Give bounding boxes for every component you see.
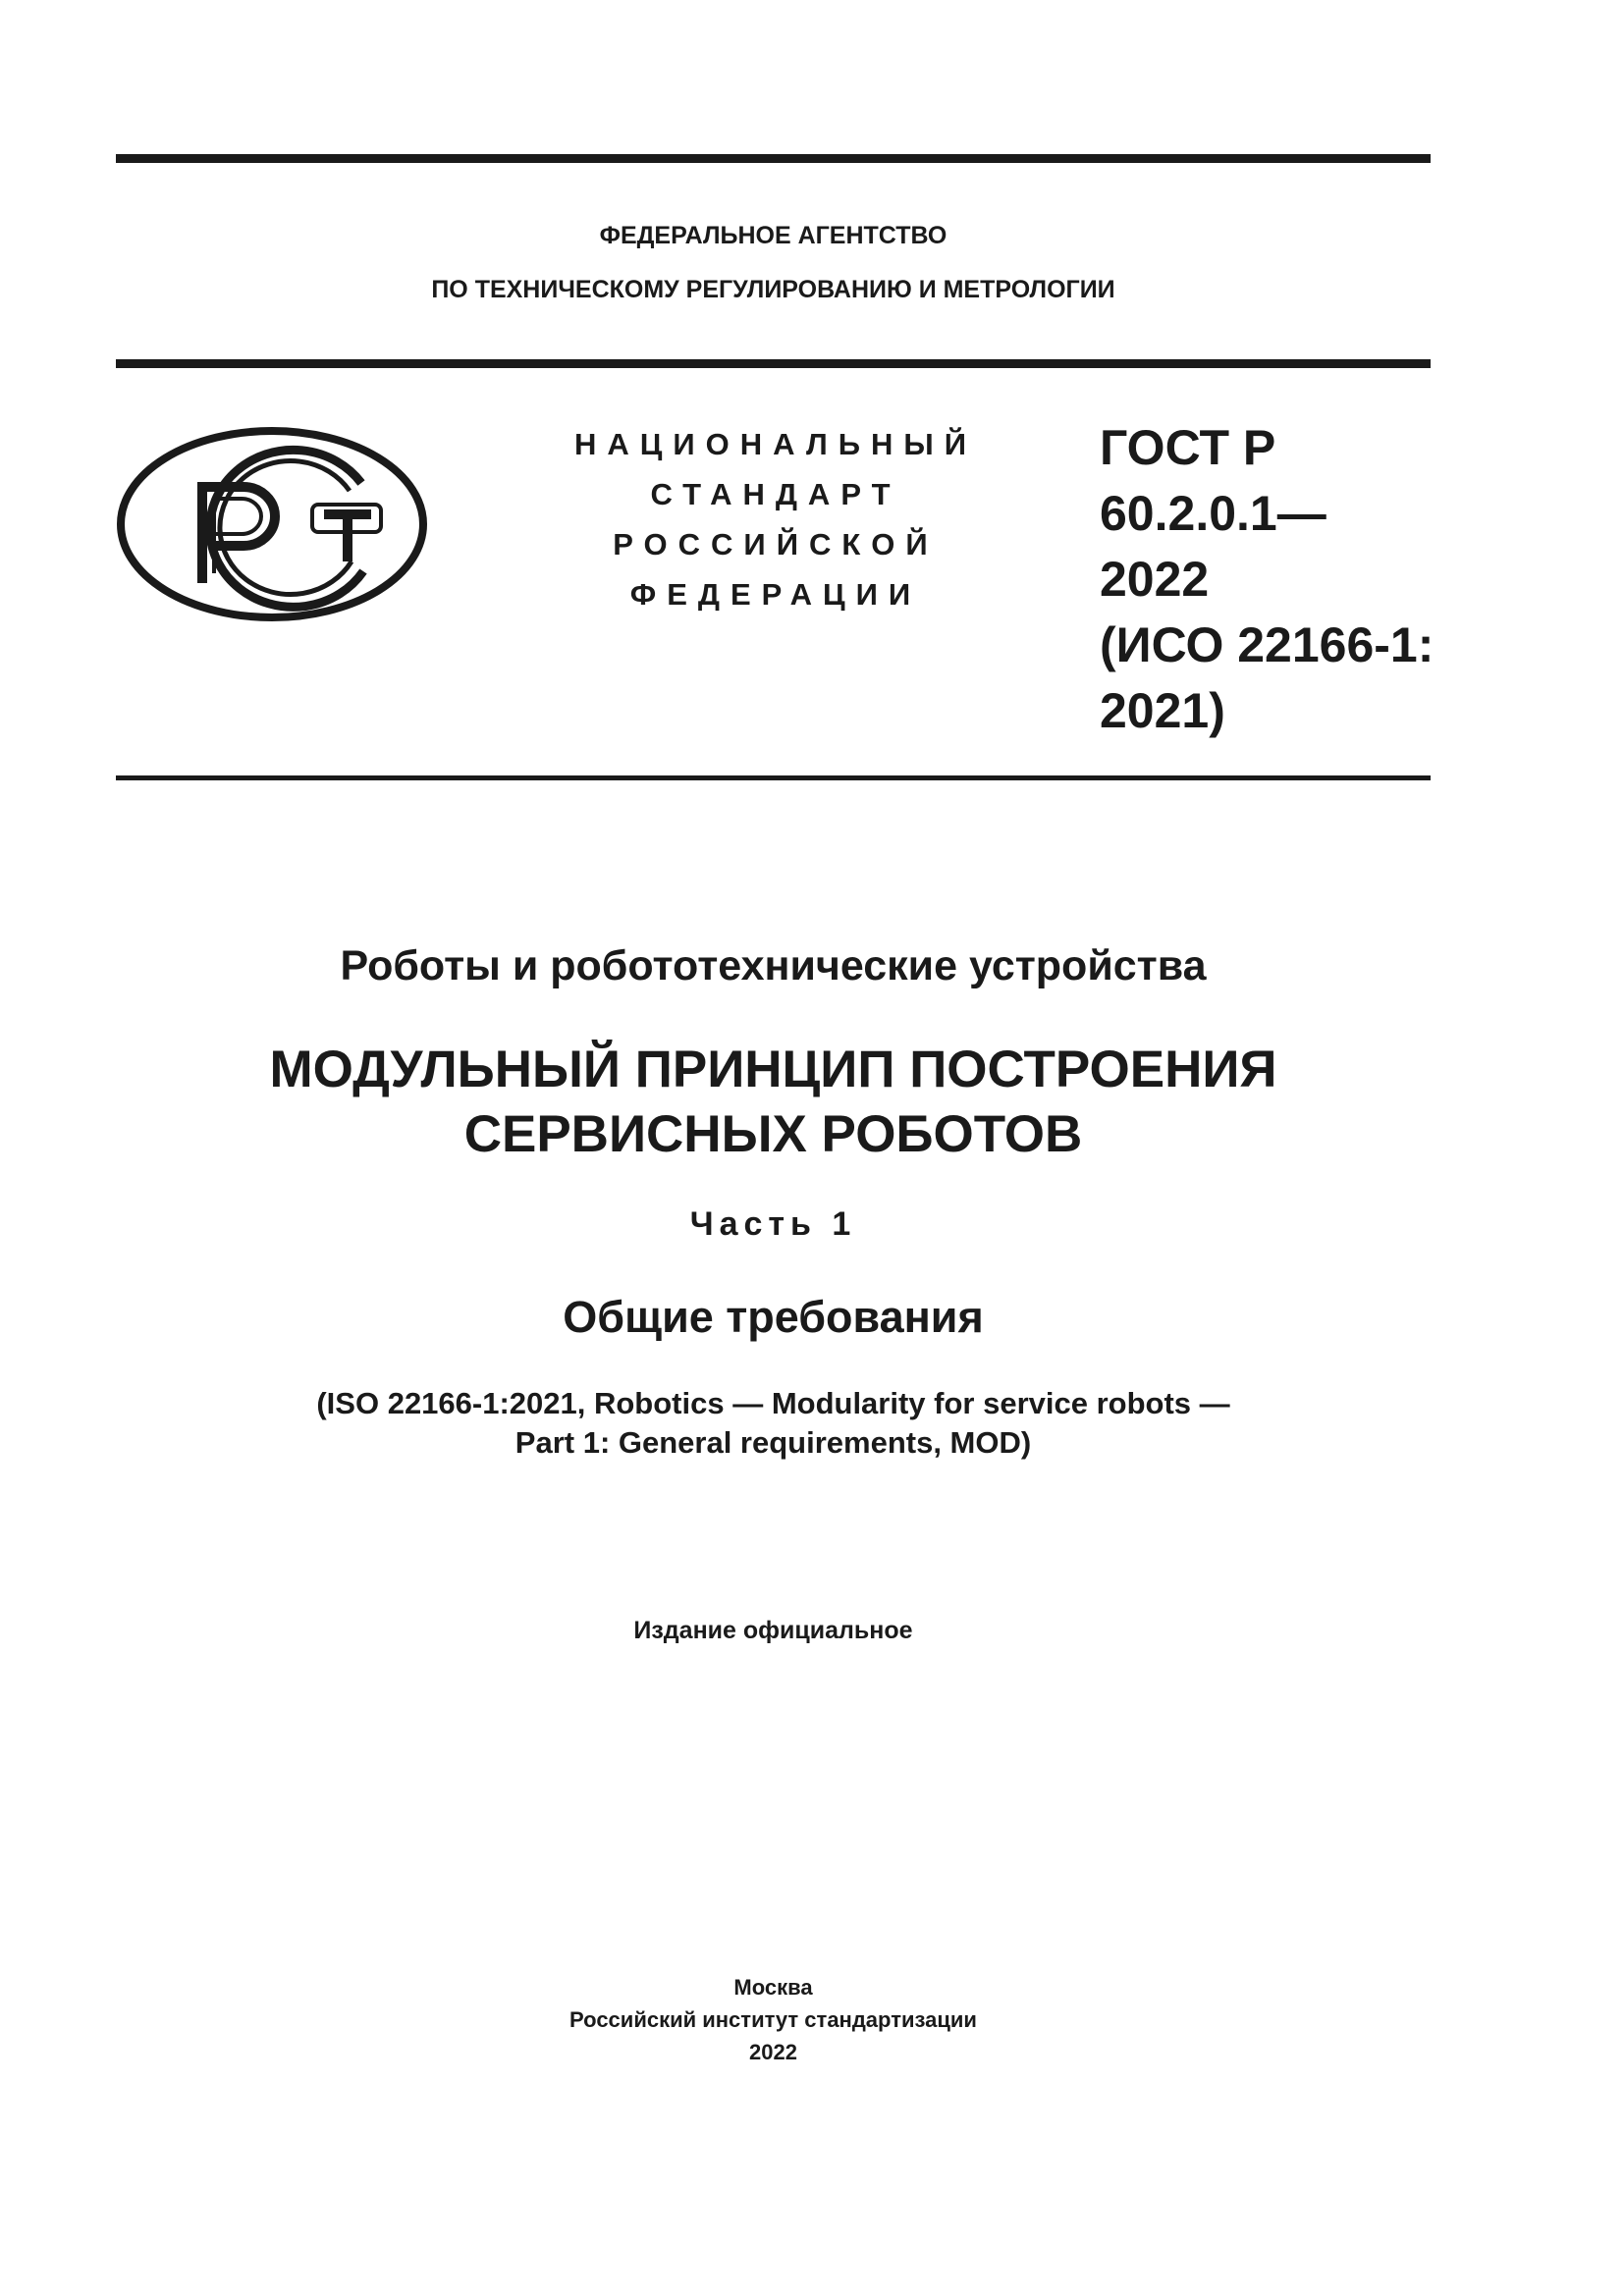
agency-name-line1: ФЕДЕРАЛЬНОЕ АГЕНТСТВО xyxy=(599,222,947,249)
imprint-city: Москва xyxy=(733,1975,813,2000)
standard-type-line: СТАНДАРТ xyxy=(650,477,901,511)
designation-line: (ИСО 22166-1: xyxy=(1100,617,1435,672)
iso-reference xyxy=(116,1384,1431,1463)
designation-line: 2021) xyxy=(1100,683,1225,738)
iso-reference-line: Part 1: General requirements, MOD) xyxy=(514,1425,1032,1460)
edition-label: Издание официальное xyxy=(633,1617,913,1644)
main-title-line: МОДУЛЬНЫЙ ПРИНЦИП ПОСТРОЕНИЯ xyxy=(269,1041,1277,1098)
iso-reference-line: (ISO 22166-1:2021, Robotics — Modularity for service robots — xyxy=(316,1386,1230,1420)
subtitle: Общие требования xyxy=(563,1292,984,1342)
designation-line: 60.2.0.1— xyxy=(1100,486,1326,541)
imprint-year: 2022 xyxy=(749,2040,797,2064)
standard-type-line: РОССИЙСКОЙ xyxy=(613,527,939,561)
imprint xyxy=(116,1971,1431,2068)
standard-type-label xyxy=(511,419,1041,619)
agency-name-line2: ПО ТЕХНИЧЕСКОМУ РЕГУЛИРОВАНИЮ И МЕТРОЛОГИИ xyxy=(431,276,1115,303)
designation-rule xyxy=(116,775,1431,780)
standard-designation xyxy=(1100,415,1453,744)
part-number: Часть 1 xyxy=(689,1205,857,1243)
header-rule xyxy=(116,359,1431,368)
rst-certification-mark-icon xyxy=(116,426,428,622)
imprint-publisher: Российский институт стандартизации xyxy=(569,2007,977,2032)
designation-line: 2022 xyxy=(1100,552,1210,607)
standard-type-line: НАЦИОНАЛЬНЫЙ xyxy=(573,427,978,461)
designation-line: ГОСТ Р xyxy=(1100,420,1276,475)
main-title-line: СЕРВИСНЫХ РОБОТОВ xyxy=(463,1105,1083,1163)
main-title xyxy=(116,1038,1431,1167)
top-rule xyxy=(116,154,1431,163)
standard-type-line: ФЕДЕРАЦИИ xyxy=(629,577,922,612)
subject-heading: Роботы и робототехнические устройства xyxy=(340,942,1207,989)
